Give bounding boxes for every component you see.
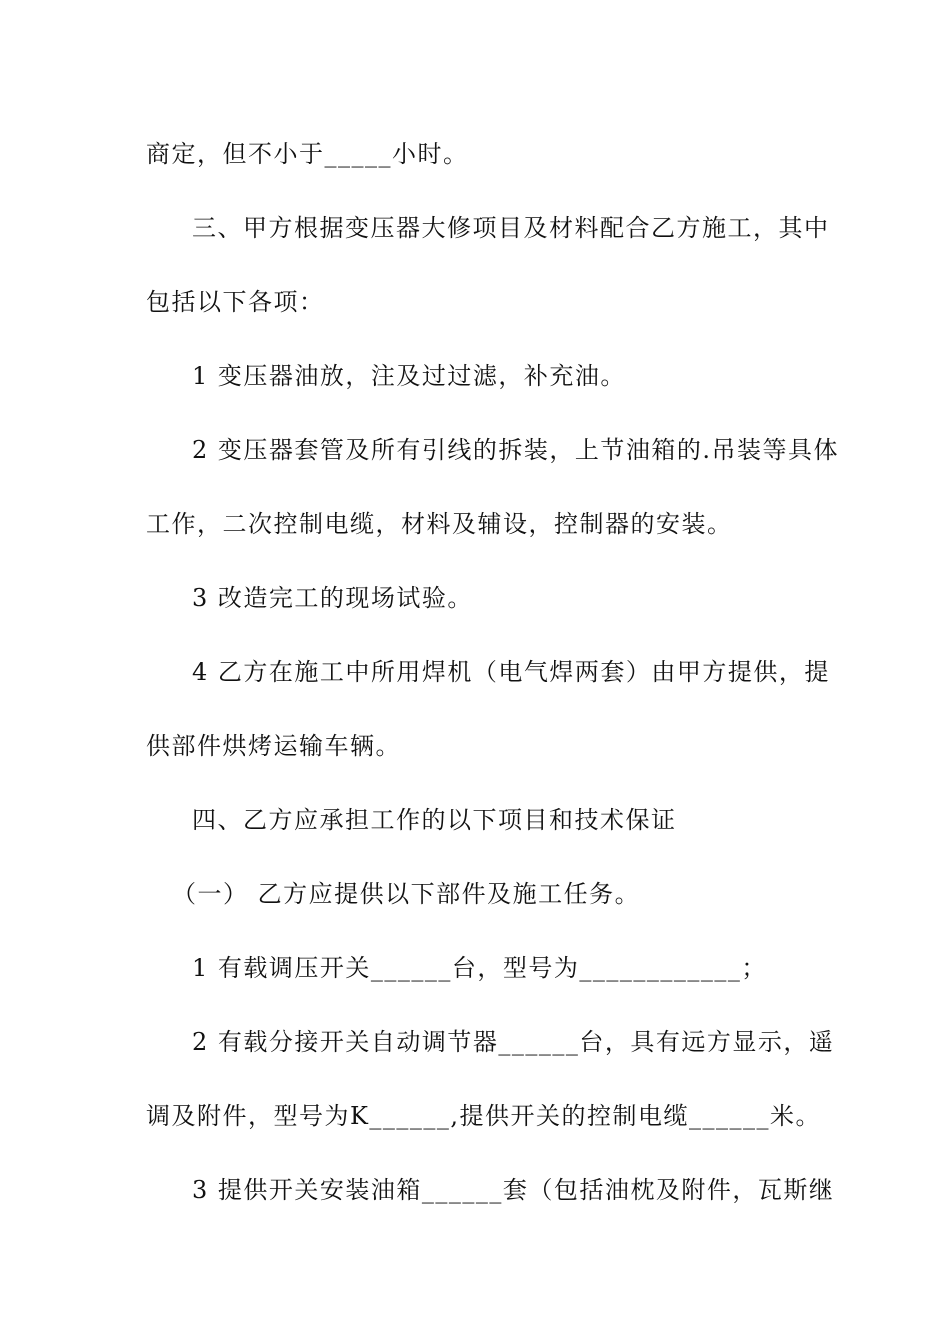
- list-item-6: 2 有载分接开关自动调节器______台，具有远方显示，遥: [192, 1028, 835, 1056]
- subsection-1-heading: （一） 乙方应提供以下部件及施工任务。: [172, 880, 641, 908]
- text-line-9: 供部件烘烤运输车辆。: [146, 732, 401, 760]
- text-line-6: 工作，二次控制电缆，材料及辅设，控制器的安装。: [146, 510, 733, 538]
- text-line-3: 包括以下各项：: [146, 288, 325, 316]
- list-item-3: 3 改造完工的现场试验。: [192, 584, 473, 612]
- list-item-2: 2 变压器套管及所有引线的拆装，上节油箱的.吊装等具体: [192, 436, 840, 464]
- section-4-heading: 四、乙方应承担工作的以下项目和技术保证: [192, 806, 677, 834]
- list-item-4: 4 乙方在施工中所用焊机（电气焊两套）由甲方提供，提: [192, 658, 830, 686]
- list-item-7: 3 提供开关安装油箱______套（包括油枕及附件，瓦斯继: [192, 1176, 835, 1204]
- section-3-heading: 三、甲方根据变压器大修项目及材料配合乙方施工，其中: [192, 214, 830, 242]
- list-item-1: 1 变压器油放，注及过过滤，补充油。: [192, 362, 626, 390]
- list-item-5: 1 有载调压开关______台，型号为____________；: [192, 954, 767, 982]
- text-line-1: 商定，但不小于_____小时。: [146, 140, 469, 168]
- text-line-14: 调及附件，型号为K______,提供开关的控制电缆______米。: [146, 1102, 822, 1130]
